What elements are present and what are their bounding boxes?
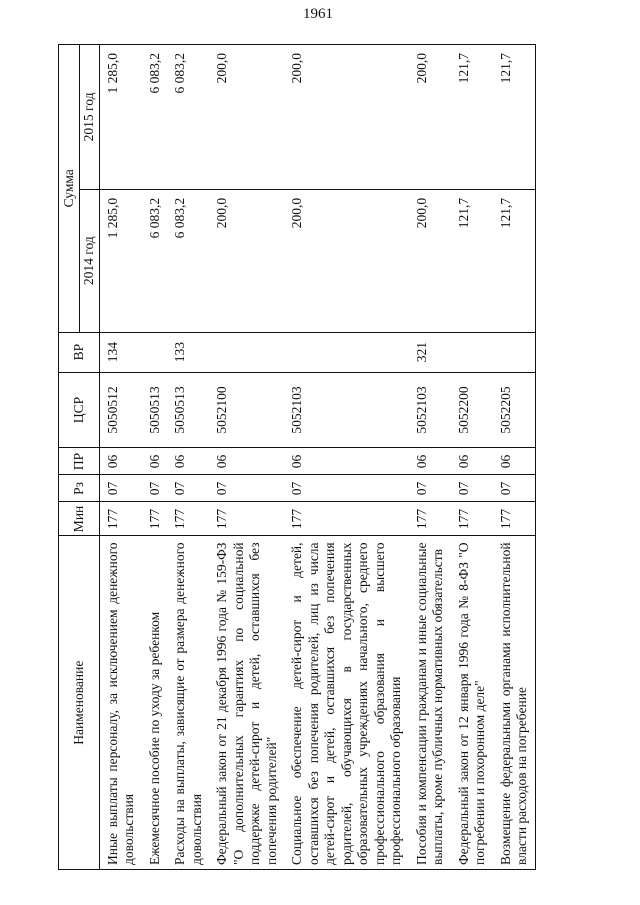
row-csr: 5052100 xyxy=(209,372,284,448)
header-pr: ПР xyxy=(59,448,100,475)
row-csr: 5052205 xyxy=(493,372,536,448)
row-pr: 06 xyxy=(209,448,284,475)
row-csr: 5052200 xyxy=(451,372,493,448)
row-sum-2014: 200,0 xyxy=(284,189,409,332)
table-row xyxy=(409,45,451,870)
row-csr: 5052103 xyxy=(409,372,451,448)
header-csr: ЦСР xyxy=(59,372,100,448)
row-vr: 133 xyxy=(167,332,209,372)
row-vr xyxy=(284,332,409,372)
row-sum-2014: 6 083,2 xyxy=(142,189,168,332)
row-sum-2014: 121,7 xyxy=(451,189,493,332)
table-row xyxy=(142,45,168,870)
row-pr: 06 xyxy=(493,448,536,475)
row-min: 177 xyxy=(284,502,409,536)
row-sum-2014: 200,0 xyxy=(209,189,284,332)
row-min: 177 xyxy=(99,502,142,536)
row-name: Пособия и компенсации гражданам и иные социальные выплаты, кроме публичных нормативных обязательств xyxy=(409,536,451,870)
row-pr: 06 xyxy=(284,448,409,475)
row-name: Федеральный закон от 12 января 1996 года № 8-ФЗ "О погребении и похоронном деле" xyxy=(451,536,493,870)
row-name: Федеральный закон от 21 декабря 1996 года № 159-ФЗ "О дополнительных гарантиях по социальной поддержке детей-сирот и детей, оставшихся без попечения родителей" xyxy=(209,536,284,870)
budget-table xyxy=(58,44,536,870)
row-vr xyxy=(209,332,284,372)
row-vr xyxy=(142,332,168,372)
row-min: 177 xyxy=(409,502,451,536)
row-rz: 07 xyxy=(493,475,536,502)
table-row xyxy=(493,45,536,870)
row-sum-2015: 6 083,2 xyxy=(167,45,209,190)
header-name: Наименование xyxy=(59,536,100,870)
row-rz: 07 xyxy=(451,475,493,502)
row-vr xyxy=(451,332,493,372)
row-vr: 321 xyxy=(409,332,451,372)
row-min: 177 xyxy=(142,502,168,536)
row-name: Ежемесячное пособие по уходу за ребенком xyxy=(142,536,168,870)
row-pr: 06 xyxy=(451,448,493,475)
row-sum-2014: 1 285,0 xyxy=(99,189,142,332)
row-pr: 06 xyxy=(167,448,209,475)
row-min: 177 xyxy=(493,502,536,536)
header-2014: 2014 год xyxy=(80,189,100,332)
row-vr: 134 xyxy=(99,332,142,372)
row-min: 177 xyxy=(451,502,493,536)
header-min: Мин xyxy=(59,502,100,536)
row-sum-2015: 121,7 xyxy=(451,45,493,190)
row-pr: 06 xyxy=(409,448,451,475)
header-sum: Сумма xyxy=(59,45,80,333)
row-csr: 5052103 xyxy=(284,372,409,448)
page-number: 1961 xyxy=(303,6,333,22)
row-pr: 06 xyxy=(99,448,142,475)
row-sum-2015: 200,0 xyxy=(409,45,451,190)
header-vr: ВР xyxy=(59,332,100,372)
table-row xyxy=(167,45,209,870)
row-min: 177 xyxy=(167,502,209,536)
row-vr xyxy=(493,332,536,372)
row-csr: 5050513 xyxy=(142,372,168,448)
row-rz: 07 xyxy=(209,475,284,502)
header-rz: Рз xyxy=(59,475,100,502)
row-sum-2015: 200,0 xyxy=(209,45,284,190)
row-sum-2015: 121,7 xyxy=(493,45,536,190)
row-csr: 5050513 xyxy=(167,372,209,448)
row-sum-2014: 6 083,2 xyxy=(167,189,209,332)
row-sum-2014: 200,0 xyxy=(409,189,451,332)
row-name: Расходы на выплаты, зависящие от размера денежного довольствия xyxy=(167,536,209,870)
table-header xyxy=(59,45,100,870)
row-min: 177 xyxy=(209,502,284,536)
row-rz: 07 xyxy=(99,475,142,502)
row-sum-2015: 6 083,2 xyxy=(142,45,168,190)
row-name: Социальное обеспечение детей-сирот и детей, оставшихся без попечения родителей, лиц из числа детей-сирот и детей, оставшихся без попечения родителей, обучающихся в государственных образовательных учреждениях начального, среднего профессионального образования и высшего профессионального образования xyxy=(284,536,409,870)
row-rz: 07 xyxy=(167,475,209,502)
row-name: Возмещение федеральными органами исполнительной власти расходов на погребение xyxy=(493,536,536,870)
row-csr: 5050512 xyxy=(99,372,142,448)
table-row xyxy=(209,45,284,870)
table-row xyxy=(451,45,493,870)
table-row xyxy=(99,45,142,870)
row-rz: 07 xyxy=(409,475,451,502)
row-sum-2014: 121,7 xyxy=(493,189,536,332)
row-rz: 07 xyxy=(142,475,168,502)
rotated-page xyxy=(58,44,612,870)
row-sum-2015: 1 285,0 xyxy=(99,45,142,190)
header-2015: 2015 год xyxy=(80,45,100,190)
table-row xyxy=(284,45,409,870)
row-rz: 07 xyxy=(284,475,409,502)
row-sum-2015: 200,0 xyxy=(284,45,409,190)
row-pr: 06 xyxy=(142,448,168,475)
row-name: Иные выплаты персоналу, за исключением денежного довольствия xyxy=(99,536,142,870)
table-body xyxy=(99,45,535,870)
